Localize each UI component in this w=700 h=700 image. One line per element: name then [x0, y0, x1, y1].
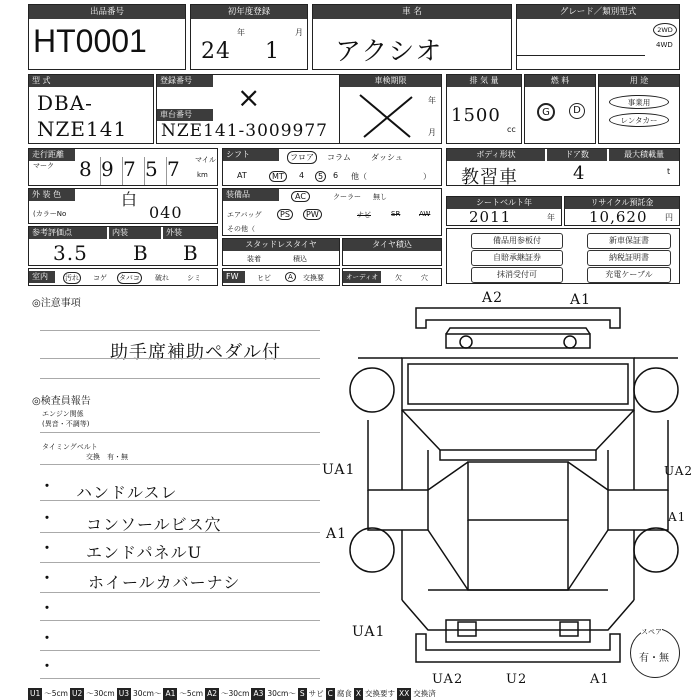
score-label: 参考評価点	[29, 227, 107, 239]
seatbelt-label: シートベルト年	[447, 197, 561, 209]
drive-4wd-option: 4WD	[656, 41, 673, 49]
exterior-color-value: 白	[121, 190, 139, 209]
legend-value: 30cm～	[267, 689, 296, 698]
caution-line	[40, 378, 320, 379]
fw-label: FW	[223, 271, 245, 283]
mileage-box	[28, 148, 218, 186]
studless-label: スタッドレスタイヤ	[223, 239, 339, 251]
mileage-unit-km: km	[197, 171, 208, 179]
score-value: 3.5	[53, 241, 88, 265]
check-new-car-warranty: 新車保証書	[587, 233, 671, 249]
exterior-grade-value: B	[183, 241, 199, 265]
car-name-value: アクシオ	[335, 37, 443, 67]
shift-box	[222, 148, 442, 186]
first-registration-year-unit: 年	[237, 28, 245, 37]
legend-key: A2	[207, 689, 217, 698]
use-business-option: 事業用	[609, 95, 669, 109]
damage-mark: UA1	[322, 462, 356, 478]
equip-airbag: エアバッグ	[227, 211, 262, 219]
item-line	[40, 678, 320, 679]
audio-label: オーディオ	[343, 271, 381, 283]
inspection-year-unit: 年	[428, 96, 436, 105]
engine-sublabel: (異音・不調等)	[42, 420, 90, 428]
damage-legend	[28, 688, 438, 700]
legend-value: サビ	[308, 689, 324, 698]
check-tax-certificate: 納税証明書	[587, 250, 671, 266]
damage-mark: UA2	[432, 672, 464, 687]
fuel-d-option: D	[569, 103, 585, 119]
item-line	[40, 532, 320, 533]
legend-value: ～30cm	[86, 689, 115, 698]
seatbelt-unit: 年	[547, 213, 555, 222]
item-bullet: ・	[40, 511, 54, 527]
exterior-grade-label: 外装	[163, 227, 217, 239]
interior-grade-value: B	[133, 241, 149, 265]
inspector-item: エンドパネルU	[86, 543, 203, 562]
item-bullet: ・	[40, 541, 54, 557]
caution-title: ◎注意事項	[32, 298, 81, 309]
interior-condition-label: 室内	[29, 271, 55, 283]
legend-key: U3	[118, 689, 129, 698]
equip-other-label: その他（	[227, 225, 255, 233]
cond-tobacco: タバコ	[119, 274, 140, 282]
inspection-cross-mark	[340, 87, 440, 143]
displacement-value: 1500	[451, 105, 501, 126]
audio-missing: 欠	[395, 274, 402, 282]
lot-number-value: HT0001	[33, 23, 147, 59]
body-value: 教習車	[461, 167, 518, 188]
chassis-label: 車台番号	[157, 109, 213, 121]
mileage-digit: 8	[79, 157, 101, 185]
use-label: 用 途	[599, 75, 679, 87]
fuel-label: 燃 料	[525, 75, 595, 87]
first-registration-label: 初年度登録	[191, 5, 307, 19]
legend-value: 腐食	[336, 689, 352, 698]
equip-aw: AW	[419, 210, 431, 218]
lot-number-label: 出品番号	[29, 5, 185, 19]
spare-tire-box	[630, 628, 680, 678]
item-bullet: ・	[40, 601, 54, 617]
model-box	[28, 74, 154, 144]
legend-key: U1	[30, 689, 41, 698]
item-line	[40, 562, 320, 563]
mileage-unit-miles: マイル	[195, 156, 216, 164]
equipment-label: 装備品	[223, 189, 279, 201]
grade-divider	[517, 55, 645, 56]
model-label: 型 式	[29, 75, 153, 87]
shift-gear-5: 5	[315, 171, 326, 182]
legend-key: XX	[399, 689, 410, 698]
item-line	[40, 592, 320, 593]
legend-key: S	[299, 689, 305, 698]
shift-option-column: コラム	[327, 153, 351, 162]
tire-load-label: タイヤ積込	[343, 239, 441, 251]
fw-box	[222, 268, 340, 286]
shift-option-floor: フロア	[287, 151, 317, 164]
color-code-label: (カラーNo	[33, 210, 67, 218]
registration-label: 登録番号	[157, 75, 213, 87]
mileage-digit: 9	[101, 157, 123, 185]
seatbelt-box	[446, 196, 562, 226]
equip-none: 無し	[373, 193, 387, 201]
shift-label: シフト	[223, 149, 279, 161]
lot-number-box	[28, 4, 186, 70]
legend-value: 交換済	[413, 689, 436, 698]
legend-value: 交換要す	[365, 689, 396, 698]
tire-load-box	[342, 238, 442, 266]
item-bullet: ・	[40, 659, 54, 675]
doors-value: 4	[573, 163, 586, 184]
shift-option-dash: ダッシュ	[371, 153, 403, 162]
recycle-label: リサイクル預託金	[565, 197, 679, 209]
shift-gear-6: 6	[333, 171, 339, 180]
use-rental-option: レンタカー	[609, 113, 669, 127]
cond-burn: コゲ	[93, 274, 107, 282]
shift-gear-other-close: ）	[423, 172, 431, 181]
legend-value: ～5cm	[44, 689, 68, 698]
item-line	[40, 620, 320, 621]
shift-gear-other: 他（	[351, 172, 367, 181]
legend-value: ～5cm	[179, 689, 204, 698]
drive-2wd-option: 2WD	[653, 23, 677, 37]
damage-mark: A1	[326, 526, 348, 542]
engine-line	[40, 432, 320, 433]
caution-line	[40, 330, 320, 331]
shift-mt: MT	[269, 171, 287, 182]
inspector-item: ハンドルスレ	[76, 483, 178, 502]
cond-dirt: 汚れ	[65, 274, 79, 282]
item-bullet: ・	[40, 631, 54, 647]
inspector-item: コンソールビス穴	[86, 515, 222, 534]
shift-gear-4: 4	[299, 171, 305, 180]
inspection-label: 車検期限	[340, 75, 441, 87]
exterior-color-box	[28, 188, 218, 224]
cond-tear: 破れ	[155, 274, 169, 282]
equip-ac: AC	[291, 191, 310, 202]
first-registration-month: 1	[265, 39, 280, 64]
item-bullet: ・	[40, 479, 54, 495]
damage-mark: UA1	[352, 624, 386, 640]
damage-mark: A1	[590, 672, 610, 687]
equip-pw: PW	[303, 209, 322, 220]
inspection-cell	[339, 75, 441, 143]
mileage-mark-label: マーク	[33, 162, 54, 170]
car-name-box	[312, 4, 512, 70]
inspection-month-unit: 月	[428, 128, 436, 137]
inspector-item: ホイールカバーナシ	[88, 573, 241, 592]
body-box	[446, 148, 680, 186]
caution-line	[40, 358, 320, 359]
studless-loaded: 積込	[293, 255, 307, 263]
recycle-unit: 円	[665, 213, 673, 222]
damage-mark: A2	[482, 290, 504, 306]
fuel-g-option: G	[537, 103, 555, 121]
interior-condition-box	[28, 268, 218, 286]
displacement-box	[446, 74, 522, 144]
exterior-color-label: 外 装 色	[29, 189, 75, 201]
interior-grade-label: 内装	[109, 227, 161, 239]
audio-hole: 穴	[421, 274, 428, 282]
grade-box	[516, 4, 680, 70]
legend-key: A1	[165, 689, 176, 698]
seatbelt-value: 2011	[469, 208, 512, 226]
mileage-digit: 5	[145, 157, 167, 185]
item-line	[40, 500, 320, 501]
model-value-line2: NZE141	[37, 117, 128, 141]
car-name-label: 車 名	[313, 5, 511, 19]
timing-exchange: 交換 有・無	[86, 453, 128, 461]
studless-mounted: 装着	[247, 255, 261, 263]
damage-mark: A1	[668, 510, 687, 524]
model-value-line1: DBA-	[37, 91, 93, 115]
equip-sr: SR	[391, 210, 401, 218]
max-load-unit: t	[667, 167, 671, 176]
damage-mark: UA2	[664, 464, 694, 478]
equip-cooler: クーラー	[333, 193, 361, 201]
cond-stain: シミ	[187, 274, 201, 282]
damage-mark: A1	[570, 292, 592, 308]
displacement-label: 排 気 量	[447, 75, 521, 87]
check-equipment-board: 備品用参板付	[471, 233, 563, 249]
fw-crack: ヒビ	[257, 274, 271, 282]
mileage-digit: 7	[167, 157, 181, 181]
chassis-value: NZE141-3009977	[161, 121, 328, 141]
documents-box	[446, 228, 680, 284]
damage-mark: U2	[506, 672, 528, 687]
displacement-unit: cc	[507, 125, 516, 134]
spare-label: スペア	[641, 628, 662, 636]
check-charging-cable: 充電ケーブル	[587, 267, 671, 283]
mileage-label: 走行距離	[29, 149, 75, 161]
equip-navi: ナビ	[357, 211, 371, 219]
mileage-digit: 7	[123, 157, 145, 185]
item-bullet: ・	[40, 571, 54, 587]
grade-label: グレード／類別型式	[517, 5, 679, 19]
timing-label: タイミングベルト	[42, 443, 98, 451]
item-line	[40, 650, 320, 651]
fuel-box	[524, 74, 596, 144]
studless-box	[222, 238, 340, 266]
caution-text: 助手席補助ペダル付	[110, 342, 281, 363]
engine-label: エンジン関係	[42, 410, 84, 418]
registration-value: ×	[237, 81, 262, 114]
spare-options: 有・無	[639, 653, 669, 664]
recycle-value: 10,620	[589, 208, 648, 226]
check-liability-insurance: 自賠承継証券	[471, 250, 563, 266]
check-deregistration: 抹消受付可	[471, 267, 563, 283]
legend-value: ～30cm	[220, 689, 250, 698]
score-box	[28, 226, 218, 266]
legend-key: C	[327, 689, 333, 698]
timing-line	[40, 464, 320, 465]
legend-key: X	[355, 689, 362, 698]
mileage-digits	[79, 149, 189, 185]
registration-box	[156, 74, 442, 144]
body-label: ボディ形状	[447, 149, 545, 161]
equip-ps: PS	[277, 209, 293, 220]
shift-at: AT	[237, 171, 247, 180]
color-code-value: 040	[149, 203, 183, 222]
equipment-box	[222, 188, 442, 236]
legend-value: 30cm～	[132, 689, 162, 698]
legend-key: A3	[253, 689, 264, 698]
doors-label: ドア数	[547, 149, 607, 161]
use-box	[598, 74, 680, 144]
audio-box	[342, 268, 442, 286]
max-load-label: 最大積載量	[609, 149, 679, 161]
first-registration-box	[190, 4, 308, 70]
first-registration-year: 24	[201, 39, 231, 64]
first-registration-month-unit: 月	[295, 28, 303, 37]
recycle-box	[564, 196, 680, 226]
inspector-title: ◎検査員報告	[32, 396, 91, 407]
fw-a: A	[285, 272, 296, 282]
fw-replace: 交換要	[303, 274, 324, 282]
legend-key: U2	[71, 689, 83, 698]
